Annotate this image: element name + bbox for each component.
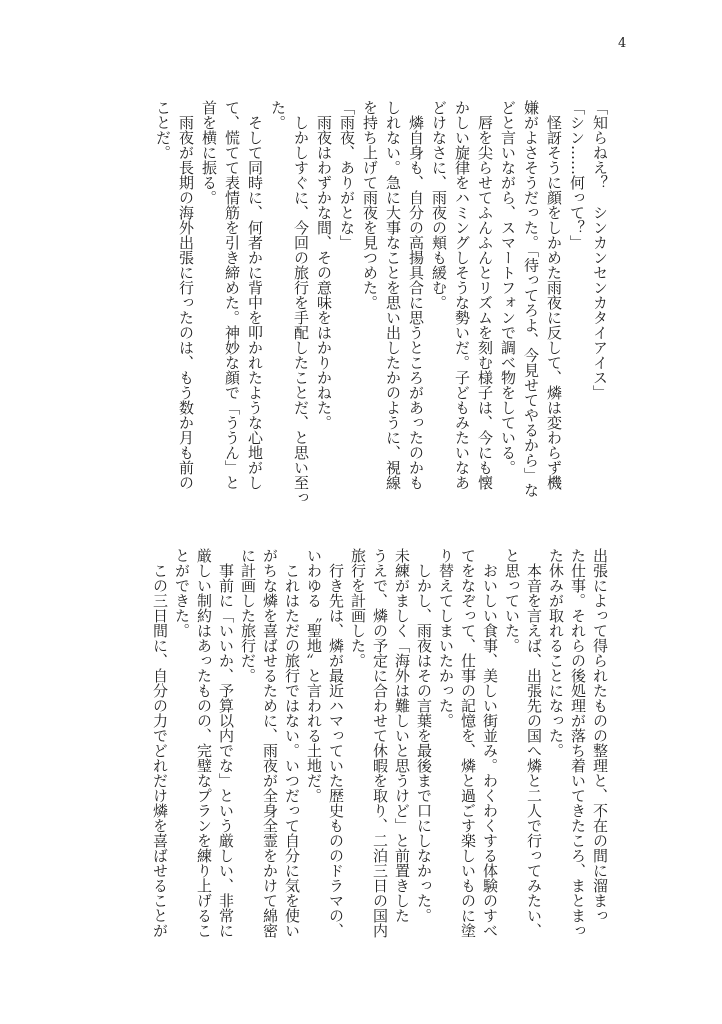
text-line: いわゆる〝聖地〟と言われる土地だ。 — [305, 548, 323, 803]
text-line: どと言いながら、スマートフォンで調べ物をしている。 — [499, 100, 517, 475]
text-line: 怪訝そうに顔をしかめた雨夜に反して、燐は変わらず機 — [545, 100, 563, 490]
text-line: 雨夜はわずかな間、その意味をはかりかねた。 — [315, 100, 333, 430]
text-block-bottom — [141, 548, 611, 938]
text-line: 雨夜が長期の海外出張に行ったのは、もう数か月も前の — [177, 100, 195, 490]
text-line: と思っていた。 — [503, 548, 521, 653]
text-line: そして同時に、何者かに背中を叩かれたような心地がし — [246, 100, 264, 490]
text-block-top — [141, 100, 611, 505]
page-number: 4 — [618, 36, 627, 51]
text-line: うえで、燐の予定に合わせて休暇を取り、二泊三日の国内 — [371, 548, 389, 938]
text-line: た。 — [269, 100, 287, 130]
text-line: てをなぞって、仕事の記憶を、燐と過ごす楽しいものに塗 — [459, 548, 477, 938]
text-line: た休みが取れることになった。 — [547, 548, 565, 758]
text-line: どけなさに、雨夜の頬も緩む。 — [430, 100, 448, 310]
text-line: がちな燐を喜ばせるために、雨夜が全身全霊をかけて綿密 — [261, 548, 279, 938]
text-line: ことだ。 — [154, 100, 172, 160]
text-line: を持ち上げて雨夜を見つめた。 — [361, 100, 379, 310]
text-line: 燐自身も、自分の高揚具合に思うところがあったのかも — [407, 100, 425, 490]
text-line: 行き先は、燐が最近ハマっていた歴史もののドラマの、 — [327, 548, 345, 938]
text-line: 本音を言えば、出張先の国へ燐と二人で行ってみたい、 — [525, 548, 543, 938]
text-line: 「雨夜、ありがとな」 — [338, 100, 356, 250]
text-line: しれない。急に大事なことを思い出したかのように、視線 — [384, 100, 402, 490]
text-line: 出張によって得られたものの整理と、不在の間に溜まっ — [591, 548, 609, 923]
text-line: 「知らねえ？ シンカンセンカタイアイス」 — [591, 100, 609, 400]
text-line: おいしい食事、美しい街並み。わくわくする体験のすべ — [481, 548, 499, 938]
text-line: 嫌がよさそうだった。「待ってろよ、今見せてやるから」な — [522, 100, 540, 498]
text-line: 首を横に振る。 — [200, 100, 218, 205]
text-line: これはただの旅行ではない。いつだって自分に気を使い — [283, 548, 301, 938]
text-line: に計画した旅行だ。 — [239, 548, 257, 683]
text-line: 事前に「いいか、予算以内でな」という厳しい、非常に — [217, 548, 235, 938]
text-line: かしい旋律をハミングしそうな勢いだ。子どもみたいなあ — [453, 100, 471, 490]
text-line: とができた。 — [173, 548, 191, 638]
text-line: しかし、雨夜はその言葉を最後まで口にしなかった。 — [415, 548, 433, 923]
text-line: この三日間に、自分の力でどれだけ燐を喜ばせることが — [151, 548, 169, 938]
text-line: た仕事。それらの後処理が落ち着いてきたころ、まとまっ — [569, 548, 587, 938]
text-line: 唇を尖らせてふんふんとリズムを刻む様子は、今にも懐 — [476, 100, 494, 490]
text-line: 厳しい制約はあったものの、完璧なプランを練り上げるこ — [195, 548, 213, 938]
text-line: て、慌てて表情筋を引き締めた。神妙な顔で「ううん」と — [223, 100, 241, 490]
text-line: 旅行を計画した。 — [349, 548, 367, 668]
text-line: り替えてしまいたかった。 — [437, 548, 455, 728]
text-line: しかしすぐに、今回の旅行を手配したことだ、と思い至っ — [292, 100, 310, 505]
text-line: 未練がましく「海外は難しいと思うけど」と前置きした — [393, 548, 411, 923]
text-line: 「シン……何って？」 — [568, 100, 586, 250]
